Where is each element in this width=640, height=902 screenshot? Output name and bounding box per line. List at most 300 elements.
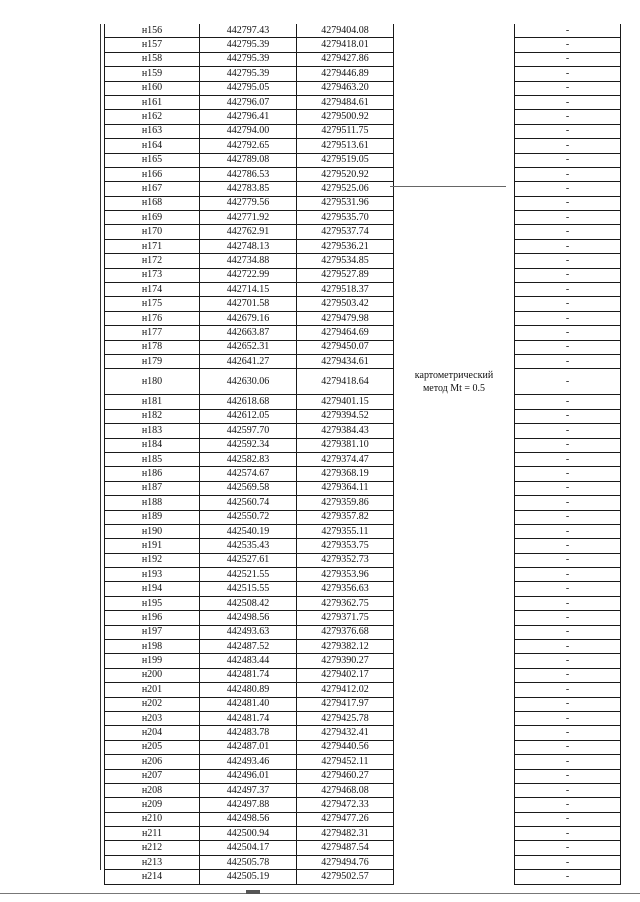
point-id-cell: н179 [105, 354, 200, 368]
error-cell: - [515, 553, 621, 567]
y-coordinate-cell: 4279374.47 [297, 452, 394, 466]
y-coordinate-cell: 4279494.76 [297, 855, 394, 869]
method-cell [394, 167, 515, 181]
error-cell: - [515, 640, 621, 654]
y-coordinate-cell: 4279525.06 [297, 182, 394, 196]
x-coordinate-cell: 442497.37 [200, 783, 297, 797]
table-row [105, 467, 621, 481]
error-cell: - [515, 841, 621, 855]
x-coordinate-cell: 442483.78 [200, 726, 297, 740]
table-row [105, 625, 621, 639]
point-id-cell: н176 [105, 311, 200, 325]
point-id-cell: н210 [105, 812, 200, 826]
table-row [105, 167, 621, 181]
error-cell: - [515, 481, 621, 495]
error-cell: - [515, 798, 621, 812]
y-coordinate-cell: 4279537.74 [297, 225, 394, 239]
method-cell [394, 611, 515, 625]
method-cell [394, 625, 515, 639]
method-cell [394, 110, 515, 124]
error-cell: - [515, 783, 621, 797]
method-cell [394, 582, 515, 596]
error-cell: - [515, 611, 621, 625]
x-coordinate-cell: 442794.00 [200, 124, 297, 138]
y-coordinate-cell: 4279519.05 [297, 153, 394, 167]
error-cell: - [515, 311, 621, 325]
x-coordinate-cell: 442795.39 [200, 38, 297, 52]
error-cell: - [515, 870, 621, 884]
error-cell: - [515, 812, 621, 826]
table-row [105, 283, 621, 297]
error-cell: - [515, 354, 621, 368]
y-coordinate-cell: 4279427.86 [297, 52, 394, 66]
point-id-cell: н174 [105, 283, 200, 297]
table-row [105, 369, 621, 395]
x-coordinate-cell: 442515.55 [200, 582, 297, 596]
table-row [105, 81, 621, 95]
point-id-cell: н158 [105, 52, 200, 66]
point-id-cell: н178 [105, 340, 200, 354]
method-cell [394, 697, 515, 711]
table-row [105, 798, 621, 812]
table-row [105, 697, 621, 711]
y-coordinate-cell: 4279503.42 [297, 297, 394, 311]
method-cell [394, 438, 515, 452]
table-row [105, 755, 621, 769]
point-id-cell: н196 [105, 611, 200, 625]
y-coordinate-cell: 4279450.07 [297, 340, 394, 354]
point-id-cell: н191 [105, 539, 200, 553]
method-cell [394, 326, 515, 340]
table-row [105, 711, 621, 725]
table-row [105, 452, 621, 466]
point-id-cell: н157 [105, 38, 200, 52]
x-coordinate-cell: 442540.19 [200, 524, 297, 538]
method-cell [394, 855, 515, 869]
point-id-cell: н160 [105, 81, 200, 95]
error-cell: - [515, 668, 621, 682]
method-cell [394, 812, 515, 826]
x-coordinate-cell: 442597.70 [200, 424, 297, 438]
point-id-cell: н168 [105, 196, 200, 210]
error-cell: - [515, 81, 621, 95]
point-id-cell: н189 [105, 510, 200, 524]
y-coordinate-cell: 4279513.61 [297, 139, 394, 153]
method-cell [394, 553, 515, 567]
x-coordinate-cell: 442797.43 [200, 24, 297, 38]
y-coordinate-cell: 4279371.75 [297, 611, 394, 625]
error-cell: - [515, 596, 621, 610]
x-coordinate-cell: 442550.72 [200, 510, 297, 524]
error-cell: - [515, 340, 621, 354]
x-coordinate-cell: 442560.74 [200, 496, 297, 510]
point-id-cell: н167 [105, 182, 200, 196]
scan-artifact [246, 890, 260, 894]
x-coordinate-cell: 442641.27 [200, 354, 297, 368]
method-cell [394, 467, 515, 481]
y-coordinate-cell: 4279452.11 [297, 755, 394, 769]
method-cell [394, 268, 515, 282]
method-cell [394, 225, 515, 239]
error-cell: - [515, 52, 621, 66]
x-coordinate-cell: 442652.31 [200, 340, 297, 354]
x-coordinate-cell: 442663.87 [200, 326, 297, 340]
table-row [105, 196, 621, 210]
y-coordinate-cell: 4279417.97 [297, 697, 394, 711]
point-id-cell: н163 [105, 124, 200, 138]
y-coordinate-cell: 4279412.02 [297, 683, 394, 697]
x-coordinate-cell: 442498.56 [200, 812, 297, 826]
y-coordinate-cell: 4279518.37 [297, 283, 394, 297]
error-cell: - [515, 496, 621, 510]
point-id-cell: н171 [105, 239, 200, 253]
point-id-cell: н159 [105, 67, 200, 81]
table-row [105, 297, 621, 311]
y-coordinate-cell: 4279355.11 [297, 524, 394, 538]
method-cell [394, 424, 515, 438]
y-coordinate-cell: 4279482.31 [297, 827, 394, 841]
y-coordinate-cell: 4279353.96 [297, 568, 394, 582]
point-id-cell: н208 [105, 783, 200, 797]
point-id-cell: н177 [105, 326, 200, 340]
y-coordinate-cell: 4279534.85 [297, 254, 394, 268]
table-row [105, 225, 621, 239]
method-cell [394, 798, 515, 812]
error-cell: - [515, 167, 621, 181]
error-cell: - [515, 369, 621, 395]
error-cell: - [515, 225, 621, 239]
point-id-cell: н213 [105, 855, 200, 869]
table-row [105, 654, 621, 668]
error-cell: - [515, 625, 621, 639]
method-cell [394, 524, 515, 538]
x-coordinate-cell: 442481.74 [200, 668, 297, 682]
table-row [105, 38, 621, 52]
point-id-cell: н187 [105, 481, 200, 495]
coordinates-table [104, 24, 621, 885]
x-coordinate-cell: 442535.43 [200, 539, 297, 553]
error-cell: - [515, 139, 621, 153]
point-id-cell: н200 [105, 668, 200, 682]
table-row [105, 52, 621, 66]
method-cell [394, 510, 515, 524]
method-cell [394, 340, 515, 354]
x-coordinate-cell: 442789.08 [200, 153, 297, 167]
y-coordinate-cell: 4279487.54 [297, 841, 394, 855]
method-cell [394, 596, 515, 610]
x-coordinate-cell: 442504.17 [200, 841, 297, 855]
table-row [105, 812, 621, 826]
y-coordinate-cell: 4279520.92 [297, 167, 394, 181]
table-row [105, 67, 621, 81]
coordinates-table-body [105, 24, 621, 884]
error-cell: - [515, 196, 621, 210]
error-cell: - [515, 182, 621, 196]
y-coordinate-cell: 4279463.20 [297, 81, 394, 95]
x-coordinate-cell: 442701.58 [200, 297, 297, 311]
error-cell: - [515, 38, 621, 52]
table-row [105, 95, 621, 109]
y-coordinate-cell: 4279418.01 [297, 38, 394, 52]
method-name-label: картометрический [414, 369, 494, 381]
method-cell [394, 711, 515, 725]
error-cell: - [515, 110, 621, 124]
y-coordinate-cell: 4279390.27 [297, 654, 394, 668]
method-cell [394, 640, 515, 654]
point-id-cell: н180 [105, 369, 200, 395]
x-coordinate-cell: 442714.15 [200, 283, 297, 297]
y-coordinate-cell: 4279359.86 [297, 496, 394, 510]
method-cell [394, 568, 515, 582]
x-coordinate-cell: 442630.06 [200, 369, 297, 395]
x-coordinate-cell: 442762.91 [200, 225, 297, 239]
table-row [105, 668, 621, 682]
table-row [105, 139, 621, 153]
x-coordinate-cell: 442481.40 [200, 697, 297, 711]
method-cell [394, 52, 515, 66]
error-cell: - [515, 438, 621, 452]
table-row [105, 311, 621, 325]
table-row [105, 740, 621, 754]
point-id-cell: н166 [105, 167, 200, 181]
y-coordinate-cell: 4279384.43 [297, 424, 394, 438]
point-id-cell: н192 [105, 553, 200, 567]
point-id-cell: н181 [105, 395, 200, 409]
table-row [105, 596, 621, 610]
error-cell: - [515, 409, 621, 423]
method-cell [394, 409, 515, 423]
y-coordinate-cell: 4279381.10 [297, 438, 394, 452]
table-row [105, 153, 621, 167]
table-row [105, 326, 621, 340]
y-coordinate-cell: 4279479.98 [297, 311, 394, 325]
error-cell: - [515, 452, 621, 466]
x-coordinate-cell: 442796.07 [200, 95, 297, 109]
point-id-cell: н161 [105, 95, 200, 109]
table-row [105, 110, 621, 124]
method-cell [394, 755, 515, 769]
x-coordinate-cell: 442592.34 [200, 438, 297, 452]
error-cell: - [515, 568, 621, 582]
table-row [105, 24, 621, 38]
method-cell [394, 24, 515, 38]
x-coordinate-cell: 442748.13 [200, 239, 297, 253]
table-row [105, 827, 621, 841]
y-coordinate-cell: 4279527.89 [297, 268, 394, 282]
x-coordinate-cell: 442792.65 [200, 139, 297, 153]
y-coordinate-cell: 4279502.57 [297, 870, 394, 884]
method-cell [394, 95, 515, 109]
x-coordinate-cell: 442679.16 [200, 311, 297, 325]
y-coordinate-cell: 4279394.52 [297, 409, 394, 423]
y-coordinate-cell: 4279418.64 [297, 369, 394, 395]
y-coordinate-cell: 4279440.56 [297, 740, 394, 754]
table-row [105, 409, 621, 423]
point-id-cell: н205 [105, 740, 200, 754]
error-cell: - [515, 683, 621, 697]
error-cell: - [515, 740, 621, 754]
error-cell: - [515, 153, 621, 167]
point-id-cell: н197 [105, 625, 200, 639]
table-row [105, 726, 621, 740]
x-coordinate-cell: 442796.41 [200, 110, 297, 124]
method-cell [394, 539, 515, 553]
method-cell [394, 827, 515, 841]
x-coordinate-cell: 442612.05 [200, 409, 297, 423]
point-id-cell: н212 [105, 841, 200, 855]
method-cell [394, 452, 515, 466]
error-cell: - [515, 124, 621, 138]
y-coordinate-cell: 4279434.61 [297, 354, 394, 368]
point-id-cell: н156 [105, 24, 200, 38]
scan-bottom-edge [0, 893, 640, 894]
method-accuracy-label: метод Mt = 0.5 [422, 382, 486, 394]
error-cell: - [515, 827, 621, 841]
x-coordinate-cell: 442505.19 [200, 870, 297, 884]
method-cell [394, 254, 515, 268]
x-coordinate-cell: 442795.05 [200, 81, 297, 95]
point-id-cell: н194 [105, 582, 200, 596]
point-id-cell: н185 [105, 452, 200, 466]
x-coordinate-cell: 442500.94 [200, 827, 297, 841]
method-cell [394, 783, 515, 797]
point-id-cell: н198 [105, 640, 200, 654]
y-coordinate-cell: 4279535.70 [297, 211, 394, 225]
y-coordinate-cell: 4279376.68 [297, 625, 394, 639]
y-coordinate-cell: 4279402.17 [297, 668, 394, 682]
table-row [105, 553, 621, 567]
error-cell: - [515, 510, 621, 524]
method-cell [394, 395, 515, 409]
y-coordinate-cell: 4279357.82 [297, 510, 394, 524]
method-cell [394, 740, 515, 754]
method-cell [394, 38, 515, 52]
y-coordinate-cell: 4279368.19 [297, 467, 394, 481]
x-coordinate-cell: 442493.46 [200, 755, 297, 769]
method-cell [394, 283, 515, 297]
error-cell: - [515, 67, 621, 81]
error-cell: - [515, 755, 621, 769]
error-cell: - [515, 297, 621, 311]
y-coordinate-cell: 4279364.11 [297, 481, 394, 495]
x-coordinate-cell: 442497.88 [200, 798, 297, 812]
y-coordinate-cell: 4279464.69 [297, 326, 394, 340]
point-id-cell: н204 [105, 726, 200, 740]
point-id-cell: н207 [105, 769, 200, 783]
table-row [105, 182, 621, 196]
point-id-cell: н186 [105, 467, 200, 481]
point-id-cell: н184 [105, 438, 200, 452]
method-cell [394, 354, 515, 368]
y-coordinate-cell: 4279446.89 [297, 67, 394, 81]
point-id-cell: н202 [105, 697, 200, 711]
error-cell: - [515, 711, 621, 725]
method-cell [394, 870, 515, 884]
point-id-cell: н211 [105, 827, 200, 841]
x-coordinate-cell: 442498.56 [200, 611, 297, 625]
x-coordinate-cell: 442795.39 [200, 67, 297, 81]
point-id-cell: н165 [105, 153, 200, 167]
point-id-cell: н175 [105, 297, 200, 311]
y-coordinate-cell: 4279352.73 [297, 553, 394, 567]
x-coordinate-cell: 442786.53 [200, 167, 297, 181]
table-row [105, 539, 621, 553]
error-cell: - [515, 654, 621, 668]
x-coordinate-cell: 442569.58 [200, 481, 297, 495]
point-id-cell: н214 [105, 870, 200, 884]
point-id-cell: н209 [105, 798, 200, 812]
method-cell [394, 654, 515, 668]
method-cell [394, 311, 515, 325]
x-coordinate-cell: 442795.39 [200, 52, 297, 66]
error-cell: - [515, 283, 621, 297]
x-coordinate-cell: 442783.85 [200, 182, 297, 196]
point-id-cell: н170 [105, 225, 200, 239]
point-id-cell: н172 [105, 254, 200, 268]
table-row [105, 340, 621, 354]
point-id-cell: н183 [105, 424, 200, 438]
table-row [105, 568, 621, 582]
method-cell [394, 196, 515, 210]
method-cell [394, 67, 515, 81]
point-id-cell: н164 [105, 139, 200, 153]
table-row [105, 424, 621, 438]
y-coordinate-cell: 4279472.33 [297, 798, 394, 812]
table-row [105, 524, 621, 538]
x-coordinate-cell: 442493.63 [200, 625, 297, 639]
table-row [105, 611, 621, 625]
error-cell: - [515, 467, 621, 481]
point-id-cell: н201 [105, 683, 200, 697]
point-id-cell: н188 [105, 496, 200, 510]
error-cell: - [515, 239, 621, 253]
y-coordinate-cell: 4279404.08 [297, 24, 394, 38]
y-coordinate-cell: 4279425.78 [297, 711, 394, 725]
table-row [105, 438, 621, 452]
x-coordinate-cell: 442574.67 [200, 467, 297, 481]
y-coordinate-cell: 4279353.75 [297, 539, 394, 553]
y-coordinate-cell: 4279536.21 [297, 239, 394, 253]
y-coordinate-cell: 4279500.92 [297, 110, 394, 124]
x-coordinate-cell: 442779.56 [200, 196, 297, 210]
point-id-cell: н190 [105, 524, 200, 538]
method-cell [394, 297, 515, 311]
point-id-cell: н206 [105, 755, 200, 769]
point-id-cell: н173 [105, 268, 200, 282]
point-id-cell: н169 [105, 211, 200, 225]
method-cell [394, 668, 515, 682]
x-coordinate-cell: 442527.61 [200, 553, 297, 567]
method-cell [394, 239, 515, 253]
error-cell: - [515, 211, 621, 225]
y-coordinate-cell: 4279484.61 [297, 95, 394, 109]
method-cell [394, 124, 515, 138]
table-row [105, 239, 621, 253]
method-cell [394, 153, 515, 167]
y-coordinate-cell: 4279401.15 [297, 395, 394, 409]
y-coordinate-cell: 4279382.12 [297, 640, 394, 654]
y-coordinate-cell: 4279362.75 [297, 596, 394, 610]
y-coordinate-cell: 4279432.41 [297, 726, 394, 740]
table-row [105, 481, 621, 495]
point-id-cell: н162 [105, 110, 200, 124]
error-cell: - [515, 326, 621, 340]
table-row [105, 496, 621, 510]
y-coordinate-cell: 4279477.26 [297, 812, 394, 826]
method-cell [394, 139, 515, 153]
error-cell: - [515, 697, 621, 711]
table-row [105, 640, 621, 654]
